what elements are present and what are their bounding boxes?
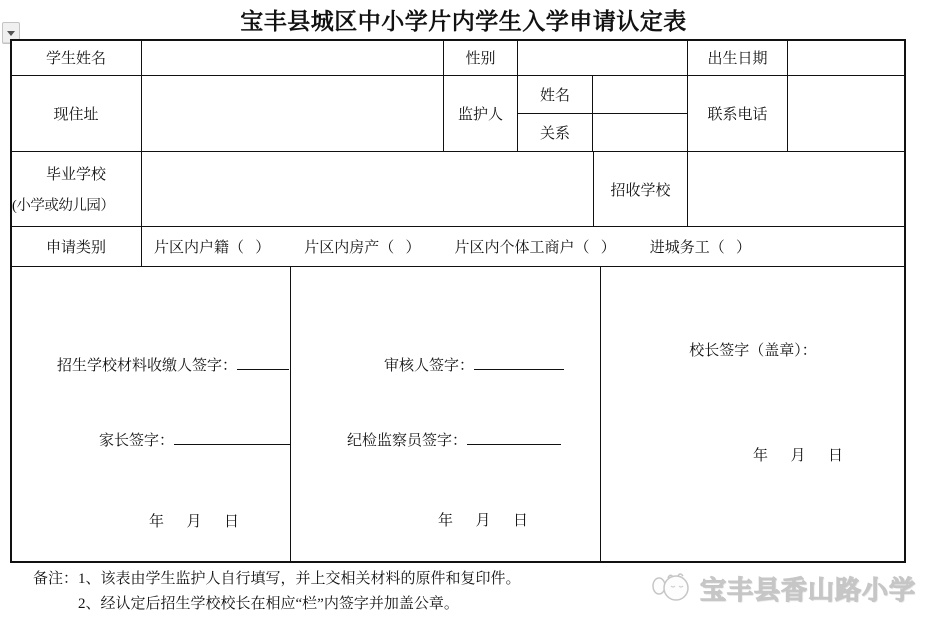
birth-date-label: 出生日期 <box>687 39 788 76</box>
phone-value-cell <box>787 75 906 152</box>
signature-blank-line <box>174 431 292 445</box>
inspector-signature-label: 纪检监察员签字： <box>347 433 468 449</box>
student-name-label: 学生姓名 <box>10 39 142 76</box>
date-line: 年 月 日 <box>753 448 844 464</box>
category-option-property: 片区内房产（ ） <box>304 240 421 256</box>
signature-blank-line <box>474 356 564 370</box>
gender-label: 性别 <box>443 39 518 76</box>
guardian-label: 监护人 <box>443 75 518 152</box>
parent-signature-line <box>69 412 292 467</box>
school-mascot-icon <box>650 569 696 607</box>
student-name-value-cell <box>141 39 444 76</box>
guardian-name-value-cell <box>592 75 688 114</box>
application-form-table <box>10 39 906 563</box>
category-option-hukou: 片区内户籍（ ） <box>154 240 271 256</box>
guardian-relation-value-cell <box>592 113 688 152</box>
graduate-school-label <box>10 151 142 227</box>
graduate-school-label-line2: (小学或幼儿园） <box>12 198 115 215</box>
address-label: 现住址 <box>10 75 142 152</box>
category-option-business: 片区内个体工商户（ ） <box>454 240 616 256</box>
admission-school-label: 招收学校 <box>593 151 688 227</box>
guardian-name-label: 姓名 <box>517 75 593 114</box>
date-line: 年 月 日 <box>149 514 240 530</box>
principal-signature-label: 校长签字（盖章）： <box>689 343 817 359</box>
collector-signature-label: 招生学校材料收缴人签字： <box>57 358 238 374</box>
school-name: 宝丰县香山路小学 <box>700 575 917 605</box>
form-title: 宝丰县城区中小学片内学生入学申请认定表 <box>240 9 687 34</box>
inspector-signature-line <box>317 412 561 467</box>
principal-signature-cell <box>600 266 906 563</box>
reviewer-signature-cell <box>290 266 601 563</box>
school-watermark <box>650 569 916 607</box>
category-label: 申请类别 <box>10 226 142 267</box>
category-options-cell <box>141 226 906 267</box>
category-option-migrant-worker: 进城务工（ ） <box>649 240 752 256</box>
date-line: 年 月 日 <box>438 513 529 529</box>
signature-blank-line <box>467 431 561 445</box>
phone-label: 联系电话 <box>687 75 788 152</box>
reviewer-signature-line <box>354 337 564 392</box>
birth-date-value-cell <box>787 39 906 76</box>
guardian-relation-label: 关系 <box>517 113 593 152</box>
graduate-school-label-line1: 毕业学校 <box>45 166 106 183</box>
notes <box>33 567 521 617</box>
collector-signature-cell <box>10 266 291 563</box>
parent-signature-label: 家长签字： <box>99 433 175 449</box>
collector-signature-line <box>27 337 289 392</box>
signature-blank-line <box>237 356 289 370</box>
address-value-cell <box>141 75 444 152</box>
notes-prefix: 备注： <box>33 571 79 587</box>
graduate-school-value-cell <box>141 151 594 227</box>
gender-value-cell <box>517 39 688 76</box>
note-item-1: 1、该表由学生监护人自行填写，并上交相关材料的原件和复印件。 <box>78 571 521 587</box>
reviewer-signature-label: 审核人签字： <box>384 358 475 374</box>
admission-school-value-cell <box>687 151 906 227</box>
note-item-2: 2、经认定后招生学校校长在相应“栏”内签字并加盖公章。 <box>78 596 459 612</box>
